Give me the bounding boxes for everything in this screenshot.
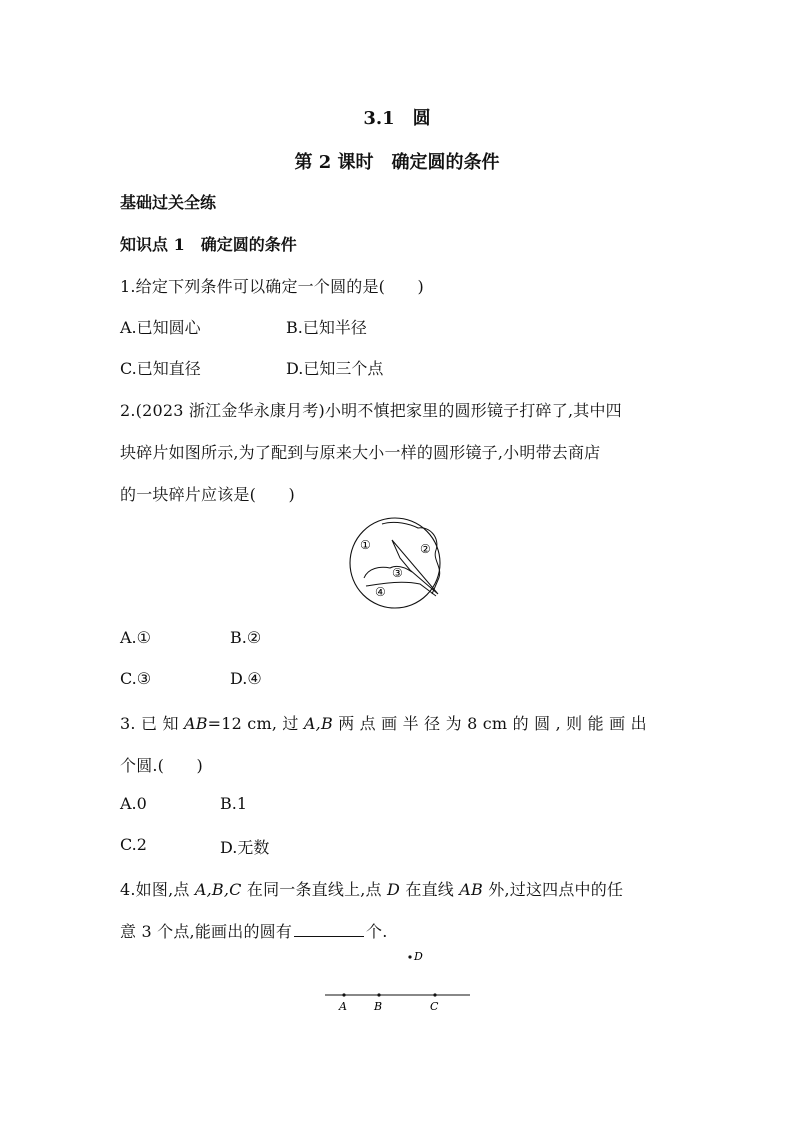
q4-points: A,B,C bbox=[194, 880, 242, 899]
broken-mirror-figure bbox=[340, 516, 455, 611]
section-title: 3.1 圆 bbox=[363, 108, 431, 129]
q3-points: A,B bbox=[303, 714, 333, 733]
question-4-line-2 bbox=[120, 919, 388, 942]
point-a bbox=[342, 993, 345, 996]
question-3-option-a: A.0 bbox=[120, 794, 147, 813]
question-2-option-b: B.② bbox=[230, 628, 262, 647]
points-line-figure bbox=[320, 946, 475, 1016]
question-3-line-1 bbox=[120, 711, 647, 734]
q4-text-a: 4.如图,点 bbox=[120, 880, 195, 899]
question-2-line-3: 的一块碎片应该是( ) bbox=[120, 485, 295, 504]
fragment-label-1: ① bbox=[360, 538, 371, 552]
q4-text-e: 外,过这四点中的任 bbox=[482, 880, 624, 899]
q4-text-c: 在直线 bbox=[400, 880, 460, 899]
question-1-stem: 1.给定下列条件可以确定一个圆的是( ) bbox=[120, 277, 424, 296]
question-1-option-a: A.已知圆心 bbox=[120, 318, 201, 337]
question-1-option-b: B.已知半径 bbox=[286, 318, 367, 337]
q4-text-f: 意 3 个点,能画出的圆有 bbox=[120, 922, 293, 941]
lesson-title: 第 2 课时 确定圆的条件 bbox=[294, 152, 500, 173]
point-d bbox=[408, 955, 411, 958]
question-2-line-2: 块碎片如图所示,为了配到与原来大小一样的圆形镜子,小明带去商店 bbox=[120, 443, 601, 462]
q4-line-ab: AB bbox=[459, 880, 483, 899]
question-3-option-b: B.1 bbox=[220, 794, 248, 813]
q3-text-a: 3. 已 知 bbox=[120, 714, 184, 733]
label-a: A bbox=[339, 1000, 347, 1013]
basic-practice-heading: 基础过关全练 bbox=[120, 193, 217, 212]
fragment-label-4: ④ bbox=[375, 585, 386, 599]
question-3-option-d: D.无数 bbox=[220, 838, 270, 857]
q4-point-d: D bbox=[387, 880, 401, 899]
question-3-line-2: 个圆.( ) bbox=[120, 756, 203, 775]
q3-text-b: =12 cm, 过 bbox=[207, 714, 304, 733]
point-b bbox=[377, 993, 380, 996]
fragment-label-3: ③ bbox=[392, 566, 403, 580]
question-2-option-d: D.④ bbox=[230, 669, 262, 688]
q4-text-g: 个. bbox=[366, 922, 388, 941]
label-c: C bbox=[430, 1000, 439, 1013]
question-1-option-d: D.已知三个点 bbox=[286, 359, 384, 378]
question-2-line-1: 2.(2023 浙江金华永康月考)小明不慎把家里的圆形镜子打碎了,其中四 bbox=[120, 401, 622, 420]
q4-text-b: 在同一条直线上,点 bbox=[241, 880, 388, 899]
question-2-option-a: A.① bbox=[120, 628, 151, 647]
question-2-option-c: C.③ bbox=[120, 669, 152, 688]
question-1-option-c: C.已知直径 bbox=[120, 359, 201, 378]
label-d: D bbox=[414, 950, 423, 963]
knowledge-point-heading: 知识点 1 确定圆的条件 bbox=[120, 235, 297, 254]
fragment-label-2: ② bbox=[420, 542, 431, 556]
question-4-line-1 bbox=[120, 877, 623, 900]
point-c bbox=[433, 993, 436, 996]
label-b: B bbox=[374, 1000, 383, 1013]
q3-segment-ab: AB bbox=[183, 714, 208, 733]
q3-text-c: 两 点 画 半 径 为 8 cm 的 圆 , 则 能 画 出 bbox=[332, 714, 647, 733]
question-3-option-c: C.2 bbox=[120, 835, 147, 854]
answer-blank[interactable] bbox=[294, 922, 364, 937]
